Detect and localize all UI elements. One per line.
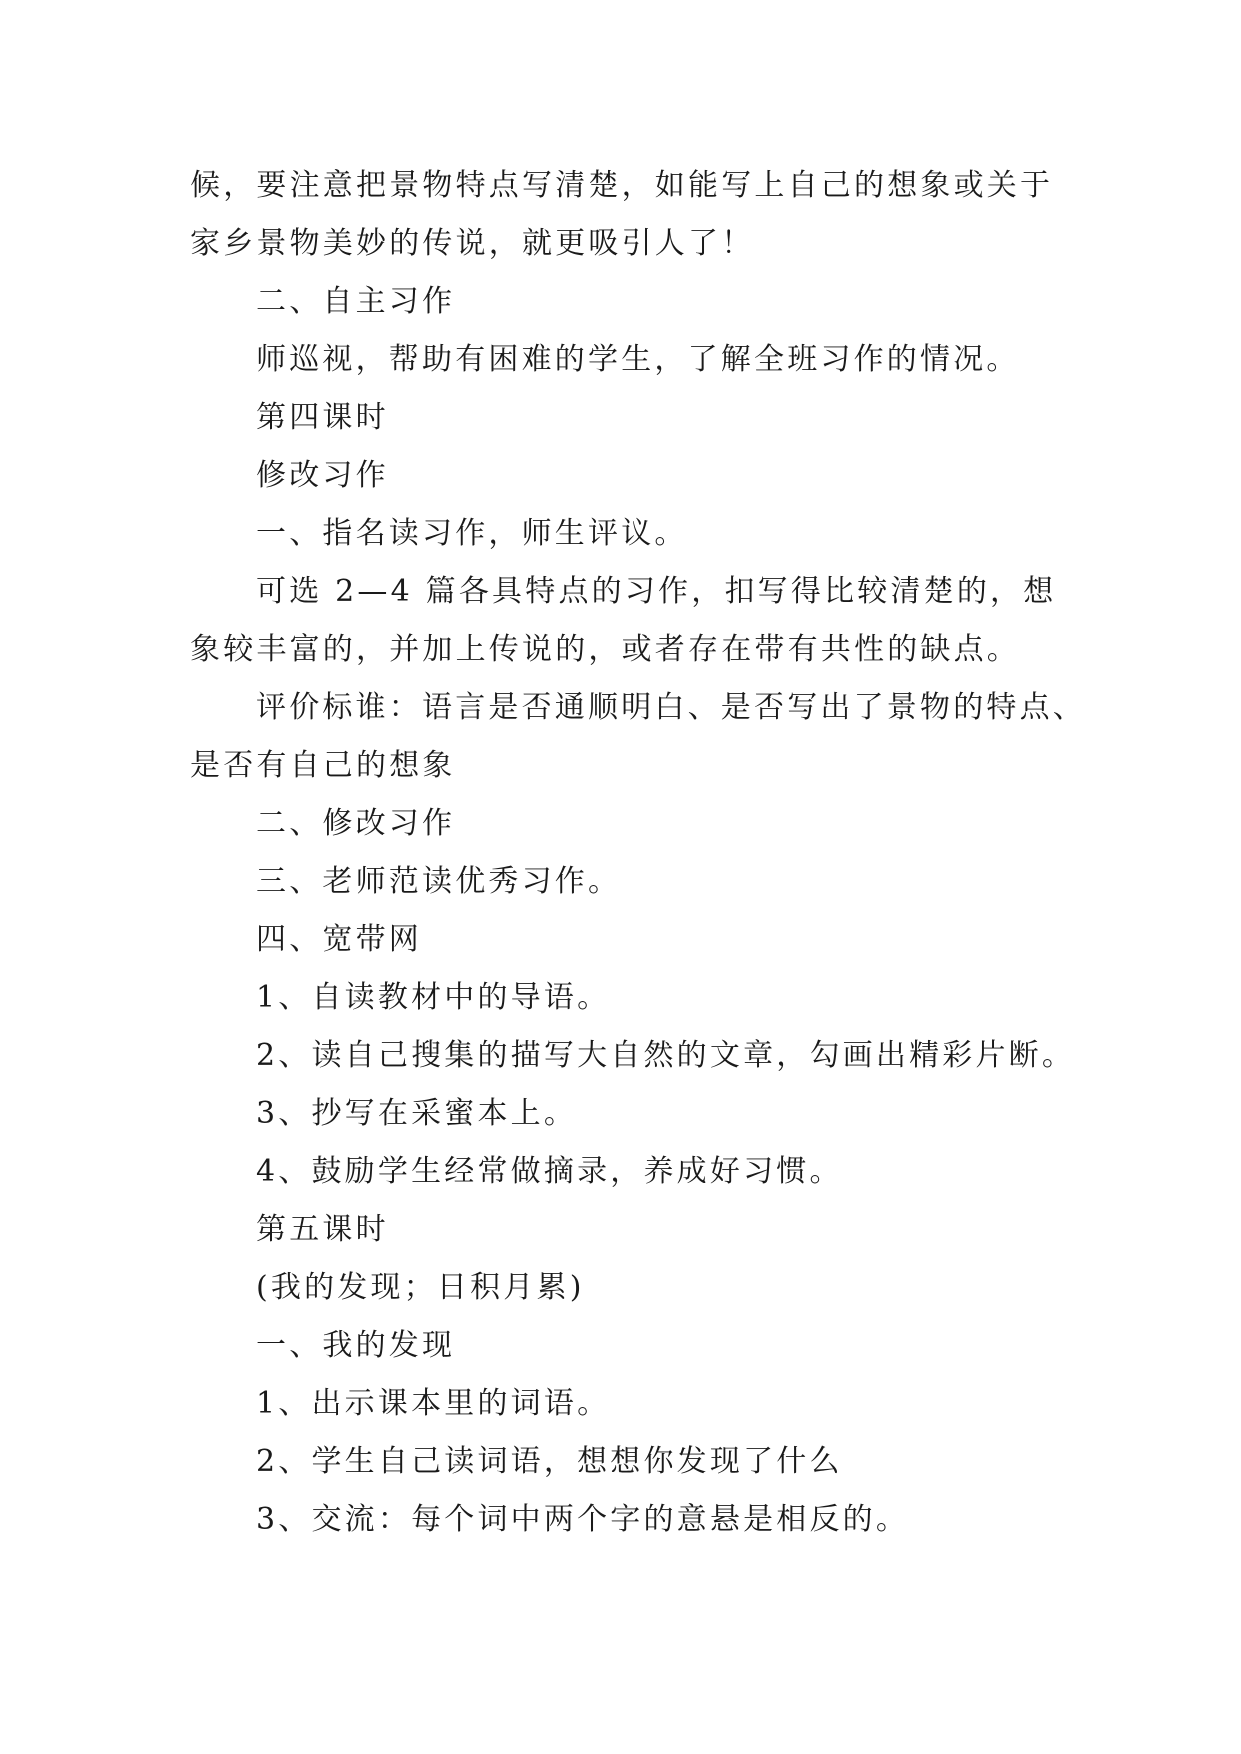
section-heading: 一、指名读习作，师生评议。 <box>256 516 688 551</box>
list-item: 2、学生自己读词语，想想你发现了什么 <box>256 1444 843 1479</box>
lesson-subtitle: 修改习作 <box>256 458 389 493</box>
text-line: 可选 2—4 篇各具特点的习作，扣写得比较清楚的，想 <box>256 574 1057 609</box>
section-heading: 一、我的发现 <box>256 1328 456 1363</box>
list-item: 4、鼓励学生经常做摘录，养成好习惯。 <box>256 1154 843 1189</box>
text-line: 家乡景物美妙的传说，就更吸引人了！ <box>190 226 755 261</box>
list-item: 3、抄写在采蜜本上。 <box>256 1096 578 1131</box>
list-item: 3、交流：每个词中两个字的意悬是相反的。 <box>256 1502 910 1537</box>
section-heading: 二、修改习作 <box>256 806 456 841</box>
text-line: 候，要注意把景物特点写清楚，如能写上自己的想象或关于 <box>190 168 1054 203</box>
text-line: 是否有自己的想象 <box>190 748 456 783</box>
lesson-heading: 第五课时 <box>256 1212 389 1247</box>
section-heading: 二、自主习作 <box>256 284 456 319</box>
section-heading: 四、宽带网 <box>256 922 422 957</box>
lesson-heading: 第四课时 <box>256 400 389 435</box>
section-heading: 三、老师范读优秀习作。 <box>256 864 622 899</box>
list-item: 1、出示课本里的词语。 <box>256 1386 611 1421</box>
text-line: 评价标谁：语言是否通顺明白、是否写出了景物的特点、 <box>256 690 1086 725</box>
text-line: 师巡视，帮助有困难的学生，了解全班习作的情况。 <box>256 342 1020 377</box>
lesson-subtitle: (我的发现；日积月累) <box>256 1270 585 1305</box>
list-item: 2、读自己搜集的描写大自然的文章，勾画出精彩片断。 <box>256 1038 1076 1073</box>
text-line: 象较丰富的，并加上传说的，或者存在带有共性的缺点。 <box>190 632 1020 667</box>
list-item: 1、自读教材中的导语。 <box>256 980 611 1015</box>
document-body <box>190 157 1086 1549</box>
